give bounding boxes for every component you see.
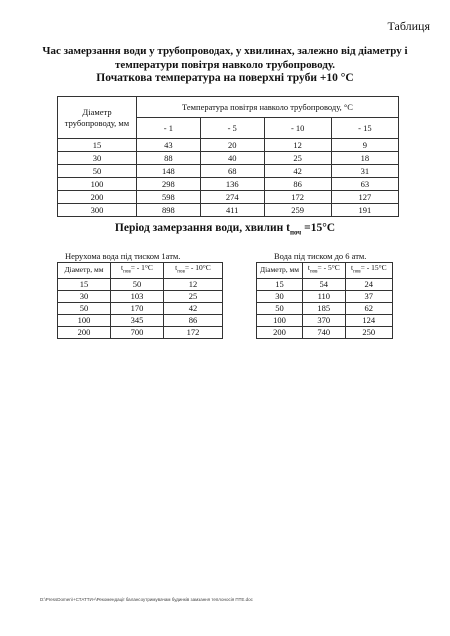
table-row (58, 326, 223, 338)
table-cell: 15 (257, 278, 303, 290)
table-cell: 25 (264, 152, 331, 165)
table-cell: 172 (264, 191, 331, 204)
table-cell: 12 (163, 278, 222, 290)
temp-col-header: $t_{пов}= - 15^\circ С$ (345, 263, 392, 279)
title-line-1: Час замерзання води у трубопроводах, у хвилинах, залежно від діаметру і (42, 45, 408, 57)
table-cell: 103 (111, 290, 164, 302)
table-row (257, 314, 393, 326)
temp-col-header: - 5 (200, 118, 264, 139)
still-water-label: Нерухома вода під тиском 1атм. (65, 251, 181, 261)
table-row (257, 278, 393, 290)
diameter-col-header: Діаметр, мм (58, 263, 111, 279)
temp-col-header: $t_{пов}= - 10^\circ С$ (163, 263, 222, 279)
table-cell: 300 (58, 204, 137, 217)
pressurized-water-label: Вода під тиском до 6 атм. (274, 251, 367, 261)
document-title (40, 44, 410, 72)
table-cell: 50 (111, 278, 164, 290)
table-cell: 68 (200, 165, 264, 178)
period-text: Період замерзання води, хвилин t (114, 222, 290, 234)
table-cell: 345 (111, 314, 164, 326)
table-cell: 200 (58, 191, 137, 204)
table-cell: 86 (163, 314, 222, 326)
table-cell: 148 (137, 165, 201, 178)
temp-col-header: $t_{пов}= - 1^\circ С$ (111, 263, 164, 279)
table-cell: 63 (331, 178, 398, 191)
period-subscript: поч (289, 228, 302, 237)
table-cell: 598 (137, 191, 201, 204)
table-row (58, 139, 399, 152)
table-cell: 40 (200, 152, 264, 165)
table-cell: 172 (163, 326, 222, 338)
initial-temperature-heading: Початкова температура на поверхні труби +10 °С (96, 72, 354, 84)
temp-col-header: - 10 (264, 118, 331, 139)
table-row (58, 290, 223, 302)
table-cell: 50 (58, 302, 111, 314)
table-cell: 110 (303, 290, 346, 302)
table-row (58, 314, 223, 326)
table-cell: 274 (200, 191, 264, 204)
table-cell: 15 (58, 139, 137, 152)
table-cell: 24 (345, 278, 392, 290)
table-cell: 127 (331, 191, 398, 204)
table-row (257, 326, 393, 338)
table-cell: 100 (257, 314, 303, 326)
title-line-2: температури повітря навколо трубопроводу. (114, 59, 336, 71)
temp-col-header: - 1 (137, 118, 201, 139)
table-cell: 30 (257, 290, 303, 302)
table-row (58, 178, 399, 191)
table-row (58, 302, 223, 314)
table-cell: 191 (331, 204, 398, 217)
table-cell: 740 (303, 326, 346, 338)
table-cell: 100 (58, 314, 111, 326)
table-cell: 259 (264, 204, 331, 217)
table-cell: 30 (58, 290, 111, 302)
table-row (257, 302, 393, 314)
table-row (58, 191, 399, 204)
table-caption: Таблиця (387, 19, 430, 33)
table-cell: 700 (111, 326, 164, 338)
still-water-table (57, 262, 223, 339)
table-cell: 42 (264, 165, 331, 178)
table-cell: 37 (345, 290, 392, 302)
table-cell: 30 (58, 152, 137, 165)
freezing-period-heading (40, 222, 410, 236)
table-cell: 86 (264, 178, 331, 191)
diameter-header: Діаметр трубопроводу, мм (58, 97, 137, 139)
table-cell: 50 (58, 165, 137, 178)
table-row (257, 290, 393, 302)
table-cell: 124 (345, 314, 392, 326)
table-cell: 170 (111, 302, 164, 314)
table-cell: 31 (331, 165, 398, 178)
table-cell: 15 (58, 278, 111, 290)
table-cell: 42 (163, 302, 222, 314)
table-row (58, 152, 399, 165)
table-row (58, 278, 223, 290)
table-cell: 25 (163, 290, 222, 302)
air-temperature-header: Температура повітря навколо трубопроводу, °С (137, 97, 399, 118)
table-cell: 411 (200, 204, 264, 217)
table-cell: 54 (303, 278, 346, 290)
freezing-time-table (57, 96, 399, 217)
file-path-footer: D:\PressDomen\+СТАТТИ+\Рекомендації балансоутримувачам будинків замзання теплоносія ПТЕ.doc (40, 597, 253, 602)
table-cell: 136 (200, 178, 264, 191)
table-cell: 12 (264, 139, 331, 152)
diameter-col-header: Діаметр, мм (257, 263, 303, 279)
table-cell: 88 (137, 152, 201, 165)
table-cell: 50 (257, 302, 303, 314)
table-cell: 200 (58, 326, 111, 338)
table-cell: 898 (137, 204, 201, 217)
table-cell: 250 (345, 326, 392, 338)
table-cell: 100 (58, 178, 137, 191)
temp-col-header: - 15 (331, 118, 398, 139)
table-cell: 9 (331, 139, 398, 152)
period-suffix: =15°С (301, 222, 336, 234)
table-cell: 18 (331, 152, 398, 165)
table-cell: 298 (137, 178, 201, 191)
pressurized-water-table (256, 262, 393, 339)
table-row (58, 204, 399, 217)
table-cell: 200 (257, 326, 303, 338)
table-cell: 370 (303, 314, 346, 326)
table-cell: 43 (137, 139, 201, 152)
table-cell: 20 (200, 139, 264, 152)
table-row (58, 165, 399, 178)
table-cell: 62 (345, 302, 392, 314)
temp-col-header: $t_{пов}= - 5^\circ С$ (303, 263, 346, 279)
table-cell: 185 (303, 302, 346, 314)
